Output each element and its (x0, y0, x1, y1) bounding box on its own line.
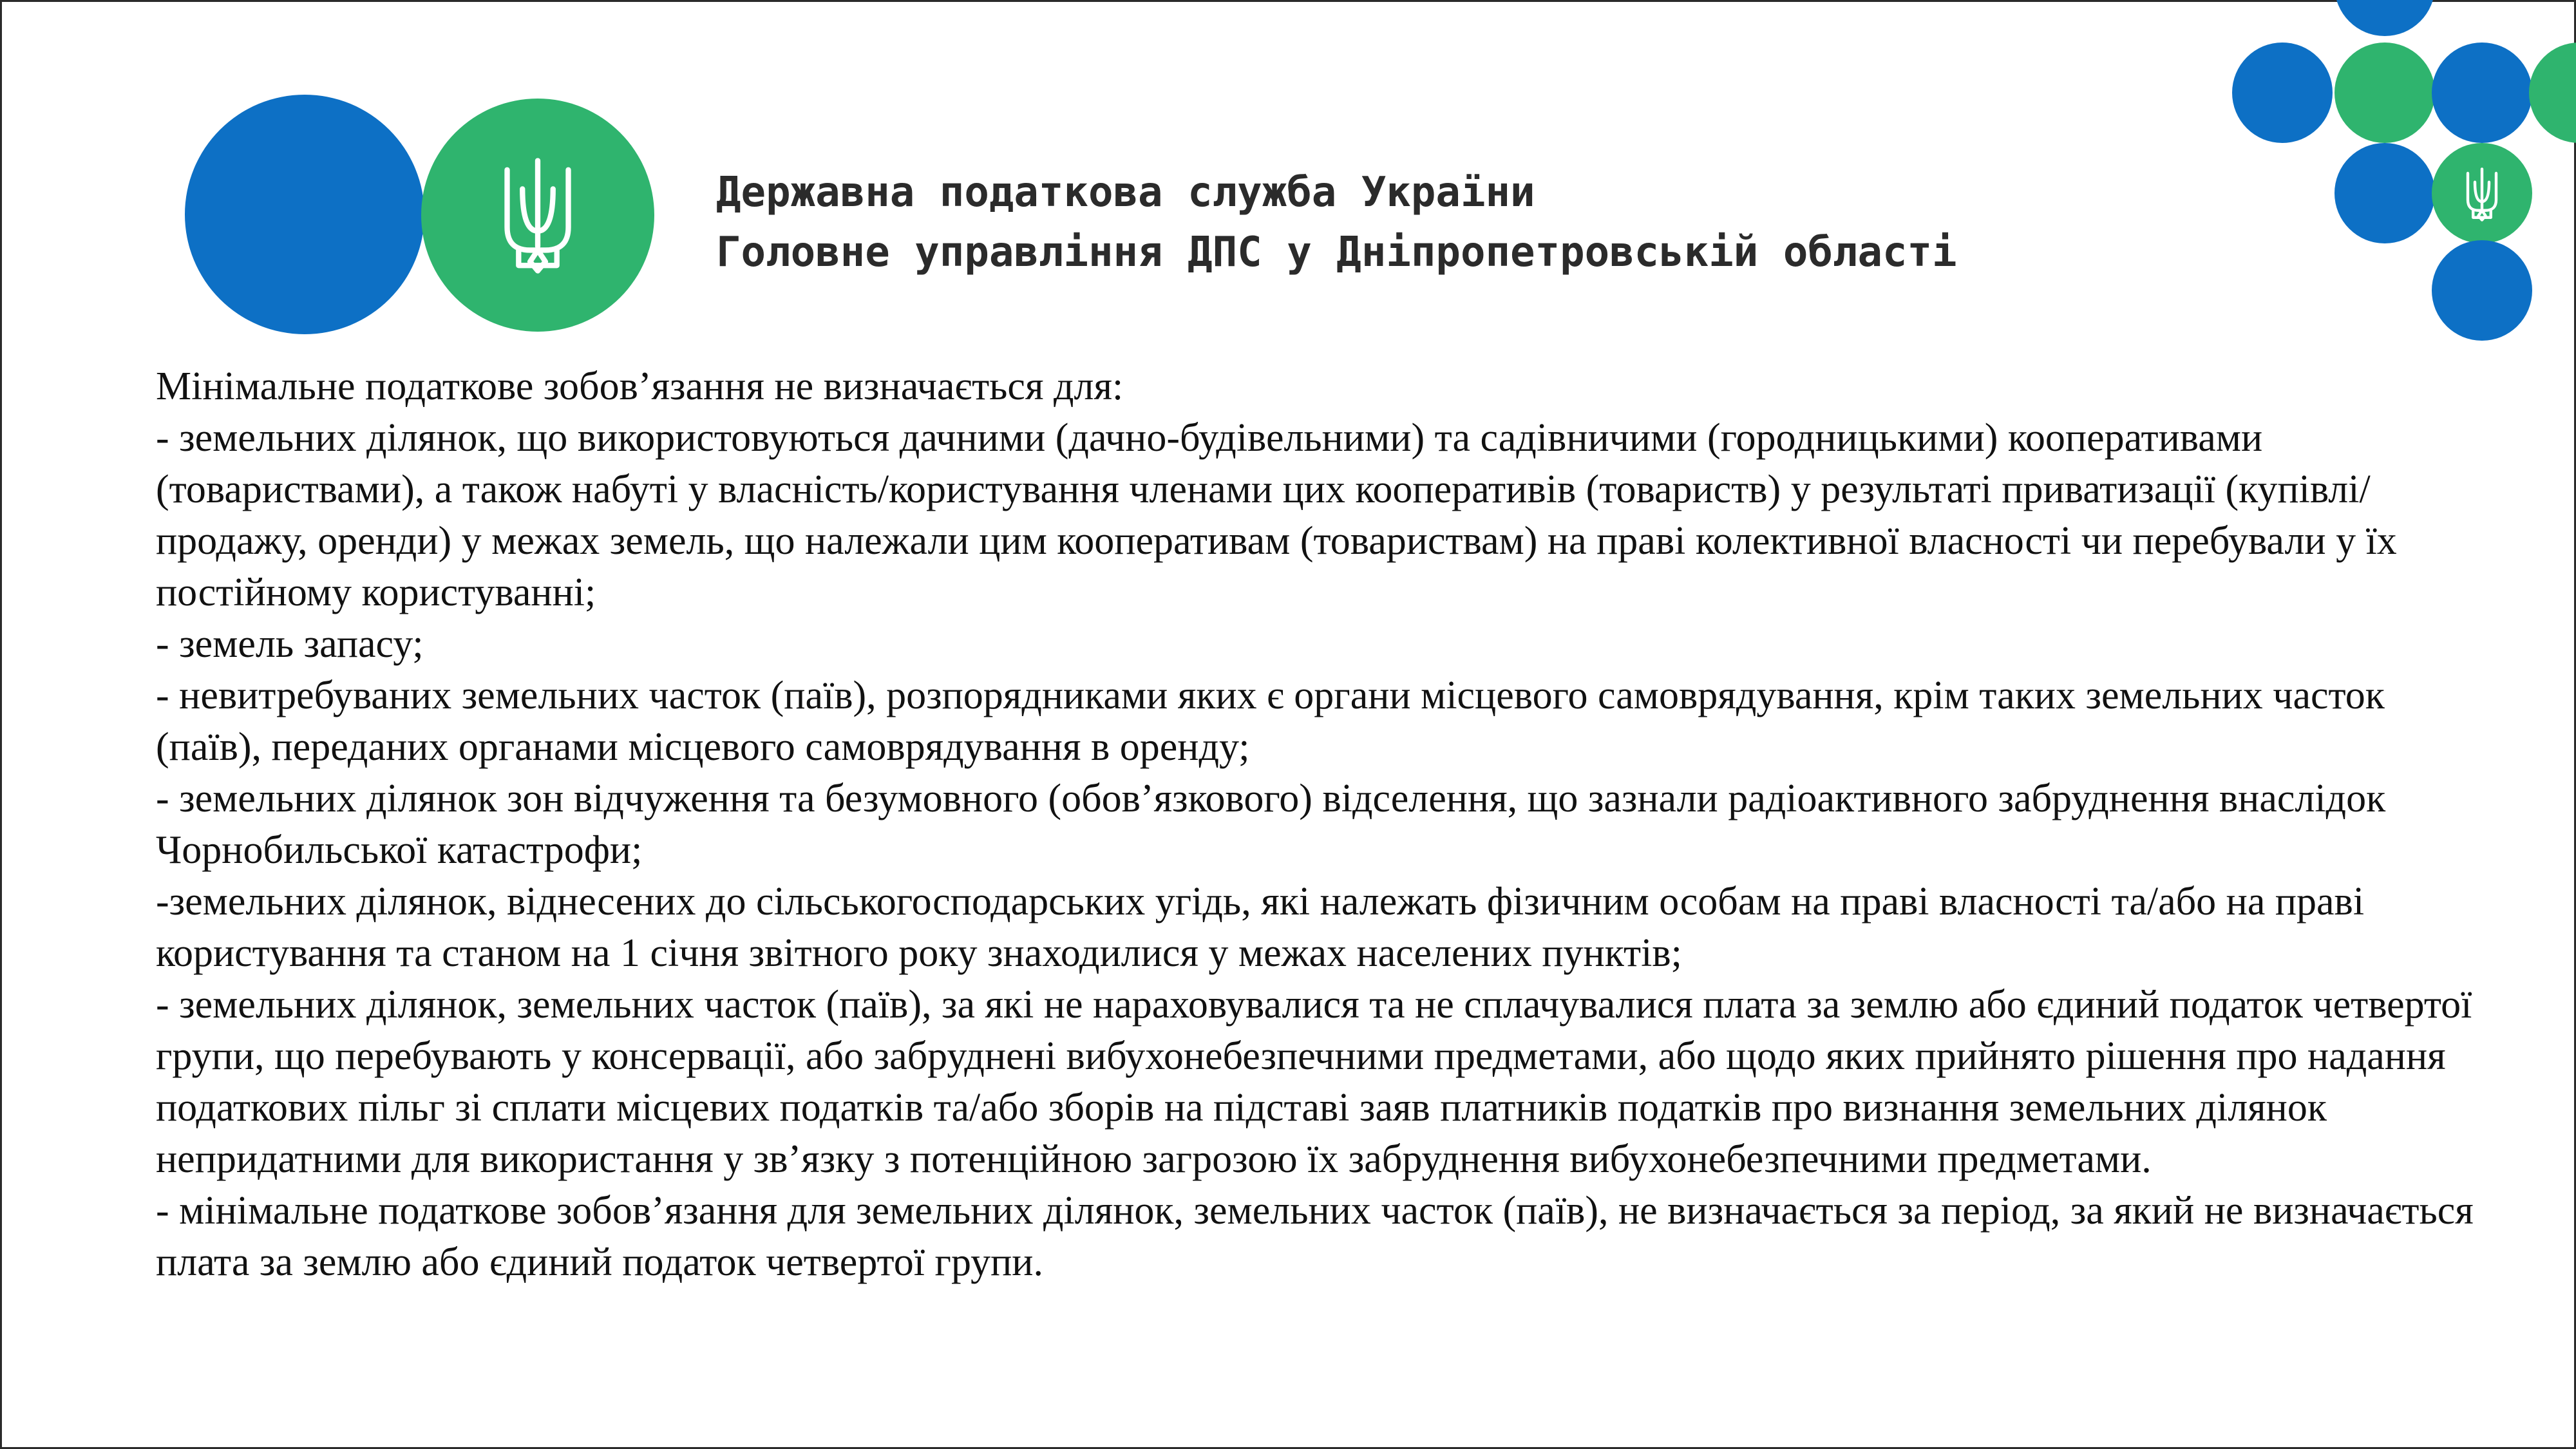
org-line-1: Державна податкова служба України (716, 169, 1535, 216)
corner-dot (2432, 43, 2532, 143)
list-item: - земель запасу; (156, 622, 424, 666)
list-item: - земельних ділянок зон відчуження та безумовного (обов’язкового) відселення, що зазнали радіоактивного забруднення внаслідок Чорнобильської катастрофи; (156, 777, 2386, 872)
intro-paragraph: Мінімальне податкове зобов’язання не визначається для: (156, 365, 1124, 408)
trident-icon (499, 155, 576, 277)
list-item: - земельних ділянок, земельних часток (паїв), за які не нараховувалися та не сплачувалися плата за землю або єдиний податок четвертої групи, що перебувають у консервації, або забруднені вибухонебезпечними предметами, або щодо яких прийнято рішення про надання податкових пільг зі сплати місцевих податків та/або зборів на підставі заяв платників податків про визнання земельних ділянок непридатними для використання у зв’язку з потенційною загрозою їх забруднення вибухонебезпечними предметами. (156, 983, 2472, 1181)
corner-dot (2334, 143, 2435, 243)
list-item: -земельних ділянок, віднесених до сільськогосподарських угідь, які належать фізичним особам на праві власності та/або на праві користування та станом на 1 січня звітного року знаходилися у межах населених пунктів; (156, 880, 2365, 975)
corner-dot (2232, 43, 2333, 143)
corner-dot (2432, 240, 2532, 341)
organization-name (716, 163, 1957, 283)
list-item: - невитребуваних земельних часток (паїв), розпорядниками яких є органи місцевого самоврядування, крім таких земельних часток (паїв), переданих органами місцевого самоврядування в оренду; (156, 674, 2385, 769)
trident-icon (2463, 166, 2501, 223)
org-line-2: Головне управління ДПС у Дніпропетровській області (716, 229, 1957, 276)
main-text (156, 361, 2474, 1288)
logo-blue-circle (185, 95, 424, 334)
corner-dot (2334, 43, 2435, 143)
list-item: - земельних ділянок, що використовуються дачними (дачно-будівельними) та садівничими (городницькими) кооперативами (товариствами), а також набуті у власність/користування членами цих кооперативів (товариств) у результаті приватизації (купівлі/продажу, оренди) у межах земель, що належали цим кооперативам (товариствам) на праві колективної власності чи перебували у їх постійному користуванні; (156, 416, 2397, 614)
list-item: - мінімальне податкове зобов’язання для земельних ділянок, земельних часток (паїв), не визначається за період, за який не визначається плата за землю або єдиний податок четвертої групи. (156, 1189, 2474, 1284)
